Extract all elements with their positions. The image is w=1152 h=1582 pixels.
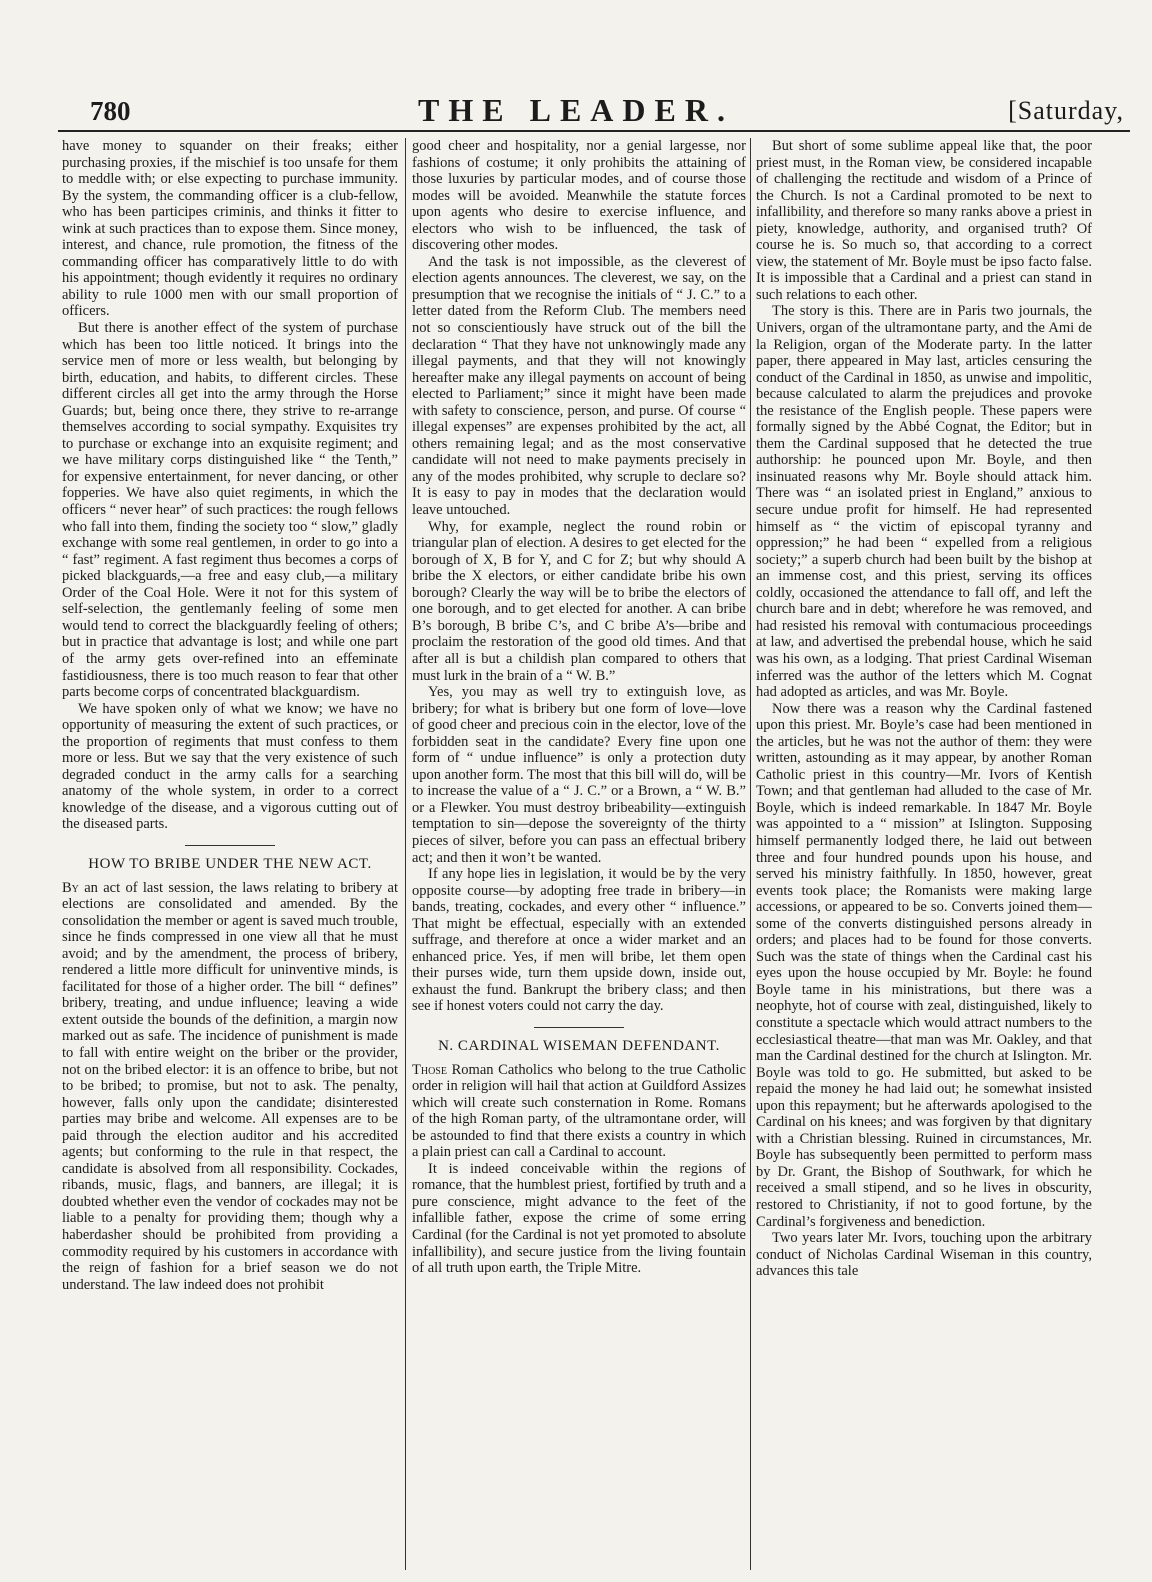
page-number: 780 bbox=[90, 96, 131, 126]
article-paragraph bbox=[412, 1062, 746, 1161]
article-paragraph bbox=[62, 880, 398, 1294]
paragraph: The story is this. There are in Paris two journals, the Univers, organ of the ultramontane party, and the Ami de la Religion, organ of the Moderate party. In the latter paper, there appeared in May last, articles censuring the conduct of the Cardinal in 1850, as unwise and impolitic, because calculated to alarm the prejudices and provoke the resistance of the English people. These papers were formally signed by the Abbé Cognat, the Editor; but in them the Cardinal supposed that he detected the true authorship: he pounced upon Mr. Boyle, and then insinuated reasons why Mr. Boyle should attack him. There was “ an isolated priest in England,” anxious to secure undue profit for himself. He had represented himself as “ the victim of episcopal tyranny and oppression;” he had been “ expelled from a religious society;” a superb church had been built by the bishop at an immense cost, and this priest, serving its offices coldly, occasioned the attendance to fall off, and left the church bare and in debt; wherefore he was removed, and had resisted his removal with contumacious proceedings at law, and advertised the prebendal house, which he said was his own, as a lodging. That priest Cardinal Wiseman inferred was the author of the letters which M. Cognat had adopted as articles, and was Mr. Boyle. bbox=[756, 303, 1092, 701]
paragraph: Why, for example, neglect the round robin or triangular plan of election. A desires to get elected for the borough of X, B for Y, and C for Z; but why should A bribe the X electors, or either candidate bribe his own borough? Clearly the way will be to bribe the electors of one borough, and to get elected for another. A can bribe B’s borough, B bribe C’s, and C bribe A’s—bribe and proclaim the restoration of the good old times. And that after all is but a childish plan compared to others that must lurk in the brain of a “ W. B.” bbox=[412, 518, 746, 684]
paragraph: good cheer and hospitality, nor a genial largesse, nor fashions of costume; it only prohibits the attaining of those luxuries by particular modes, and of course those modes will be avoided. Meanwhile the statute forces upon agents who desire to exercise influence, and electors who wish to be influenced, the task of discovering other modes. bbox=[412, 138, 746, 254]
column-2 bbox=[412, 138, 746, 1570]
paragraph: And the task is not impossible, as the cleverest of election agents announces. The cleverest, we say, on the presumption that we recognise the initials of “ J. C.” to a letter dated from the Reform Club. The members need not so conscientiously have struck out of the bill the declaration “ That they have not unknowingly made any illegal payments, and that they will not knowingly hereafter make any illegal payments on account of being elected to Parliament;” since it might have been made with safety to conscience, person, and purse. Of course “ illegal expenses” are expenses prohibited by the act, all others remaining legal; and as the most conservative candidate will not need to make payments precisely in any of the modes prohibited, why scruple to declare so? It is easy to pay in modes that the declaration would leave untouched. bbox=[412, 253, 746, 519]
dateline: [Saturday, bbox=[1008, 96, 1124, 125]
column-divider-1 bbox=[405, 138, 406, 1570]
header-rule bbox=[58, 130, 1130, 132]
paragraph: Two years later Mr. Ivors, touching upon the arbitrary conduct of Nicholas Cardinal Wiseman in this country, advances this tale bbox=[756, 1230, 1092, 1280]
paragraph: have money to squander on their freaks; either purchasing proxies, if the mischief is too unsafe for them to meddle with; or else expecting to purchase immunity. By the system, the commanding officer is a club-fellow, who has been participes criminis, and thinks it fitter to wink at such practices than to expose them. Since money, interest, and chance, rule promotion, the fitness of the commanding officer has comparatively little to do with his appointment; though evidently it requires no ordinary ability to rule 1000 men with our small proportion of officers. bbox=[62, 138, 398, 320]
masthead-title: THE LEADER. bbox=[418, 92, 734, 128]
paragraph: Yes, you may as well try to extinguish love, as bribery; for what is bribery but one form of love—love of good cheer and precious coin in the elector, love of the forbidden seat in the candidate? Every fine upon one form of “ undue influence” is only a protection duty upon another form. The most that this bill will do, will be to increase the value of a “ J. C.” or a Brown, a “ W. B.” or a Flewker. You must destroy bribeability—extinguish temptation to sin—depose the sovereignty of the thirty pieces of silver, before you can pass an effectual bribery act; and then it won’t be wanted. bbox=[412, 684, 746, 866]
paragraph: If any hope lies in legislation, it would be by the very opposite course—by adopting free trade in bribery—in bands, treating, cockades, and every other “ influence.” That might be effectual, especially with an extended suffrage, and therefore at once a wider market and an enhanced price. Yes, if men will bribe, let them open their purses wide, turn them upside down, inside out, exhaust the fund. Bankrupt the bribery class; and then see if honest voters could not carry the day. bbox=[412, 866, 746, 1015]
paragraph: But short of some sublime appeal like that, the poor priest must, in the Roman view, be considered incapable of challenging the rectitude and wisdom of a Prince of the Church. Is not a Cardinal promoted to be next to infallibility, and therefore so many ranks above a priest in piety, knowledge, authority, and organised truth? Of course he is. So much so, that according to a correct view, the statement of Mr. Boyle must be ipso facto false. It is impossible that a Cardinal and a priest can stand in such relations to each other. bbox=[756, 138, 1092, 303]
paragraph: It is indeed conceivable within the regions of romance, that the humblest priest, fortified by truth and a pure conscience, might advance to the feet of the infallible father, expose the crime of some erring Cardinal (for the Cardinal is not yet promoted to absolute infallibility), and secure justice from the living fountain of all truth upon earth, the Triple Mitre. bbox=[412, 1160, 746, 1277]
column-3 bbox=[756, 138, 1092, 1570]
section-divider bbox=[534, 1027, 624, 1028]
section-divider bbox=[185, 845, 275, 846]
article-heading-wiseman: N. CARDINAL WISEMAN DEFENDANT. bbox=[438, 1037, 720, 1054]
article-heading-bribe: HOW TO BRIBE UNDER THE NEW ACT. bbox=[88, 855, 372, 872]
column-divider-2 bbox=[750, 138, 751, 1570]
paragraph: But there is another effect of the system of purchase which has been too little noticed. It brings into the service men of more or less wealth, but belonging by birth, education, and habits, to different circles. These different circles all get into the army through the Horse Guards; but, being once there, they strive to re-arrange themselves according to social sympathy. Exquisites try to purchase or exchange into an exquisite regiment; and we have military corps distinguished like “ the Tenth,” for expensive entertainment, for never dancing, or other fopperies. We have also quiet regiments, in which the officers “ never hear” of such practices: the rough fellows who fall into them, finding the society too “ slow,” gladly exchange with some real gentlemen, in order to go into a “ fast” regiment. A fast regiment thus becomes a corps of picked blackguards,—a free and easy club,—a military Order of the Coal Hole. Were it not for this system of self-selection, the gentlemanly feeling of some men would tend to correct the blackguardly feeling of others; but in practice that advantage is lost; and while one part of the army gets over-refined into an effeminate fastidiousness, there is too much reason to fear that other parts become corps of concentrated blackguardism. bbox=[62, 320, 398, 701]
paragraph: We have spoken only of what we know; we have no opportunity of measuring the extent of such practices, or the proportion of regiments that must confess to them more or less. But we say that the very existence of such degraded conduct in the army calls for a searching anatomy of the whole system, in order to a correct knowledge of the disease, and a vigorous cutting out of the diseased parts. bbox=[62, 700, 398, 833]
paragraph-text: an act of last session, the laws relating to bribery at elections are consolidated and amended. By the consolidation the member or agent is saved much trouble, since he finds compressed in one view all that he must avoid; and by the amendment, the process of bribery, rendered a little more difficult for uninventive minds, is facilitated for those of a higher order. The bill “ defines” bribery, treating, and undue influence; leaving a wide extent outside the bounds of the definition, a margin now marked out as safe. The incidence of punishment is made to fall with entire weight on the briber or the provider, not on the bribed elector: it is an offence to bribe, but not to be bribed; to promise, but not to ask. The penalty, however, falls only upon the candidate; disinterested parties may bribe and welcome. All expenses are to be paid through the election auditor and his accredited agents; but conforming to the rule in that respect, the candidate is absolved from all responsibility. Cockades, ribands, music, flags, and banners, are illegal; it is doubted whether even the vendor of cockades may not be liable to a penalty for providing them; though why a haberdasher should be prohibited from providing a commodity required by his customers in accordance with the reign of fashion for a brief season we do not understand. The law indeed does not prohibit bbox=[62, 879, 398, 1293]
drop-lead: Those bbox=[412, 1061, 447, 1078]
paragraph: Now there was a reason why the Cardinal fastened upon this priest. Mr. Boyle’s case had been mentioned in the articles, but he was not the author of them: they were written, astounding as it may appear, by another Roman Catholic priest in this country—Mr. Ivors of Kentish Town; and that gentleman had alluded to the case of Mr. Boyle, which is indeed remarkable. In 1847 Mr. Boyle was appointed to a “ mission” at Islington. Supposing himself permanently lodged there, he laid out between three and four hundred pounds upon his house, and served his ministry faithfully. In 1850, however, great events took place; the Romanists were making large accessions, or appeared to be so. Converts joined them—some of the converts distinguished persons already in orders; and places had to be found for those converts. Such was the state of things when the Cardinal cast his eyes upon the house occupied by Mr. Boyle: he found Boyle tame in his ministrations, but there was a neophyte, hot of course with zeal, distinguished, likely to constitute a spectacle which would attract numbers to the ecclesiastical theatre—that man was Mr. Oakley, and that man the Cardinal destined for the church at Islington. Mr. Boyle was told to go. He submitted, but asked to be repaid the money he had laid out; he somewhat insisted upon this repayment; but he afterwards apologised to the Cardinal on his knees; and was forgiven by that dignitary with a Christian blessing. Ruined in circumstances, Mr. Boyle has subsequently been permitted to perform mass by Dr. Grant, the Bishop of Southwark, for which he received a small stipend, and so he lives in obscurity, restored to Christianity, if not to good fortune, by the Cardinal’s forgiveness and benediction. bbox=[756, 700, 1092, 1230]
column-1 bbox=[62, 138, 398, 1570]
drop-lead: By bbox=[62, 879, 79, 896]
paragraph-text: Roman Catholics who belong to the true Catholic order in religion will hail that action at Guildford Assizes which will create such consternation in Rome. Romans of the high Roman party, of the ultramontane order, will be astounded to find that there exists a country in which a plain priest can call a Cardinal to account. bbox=[412, 1061, 746, 1161]
